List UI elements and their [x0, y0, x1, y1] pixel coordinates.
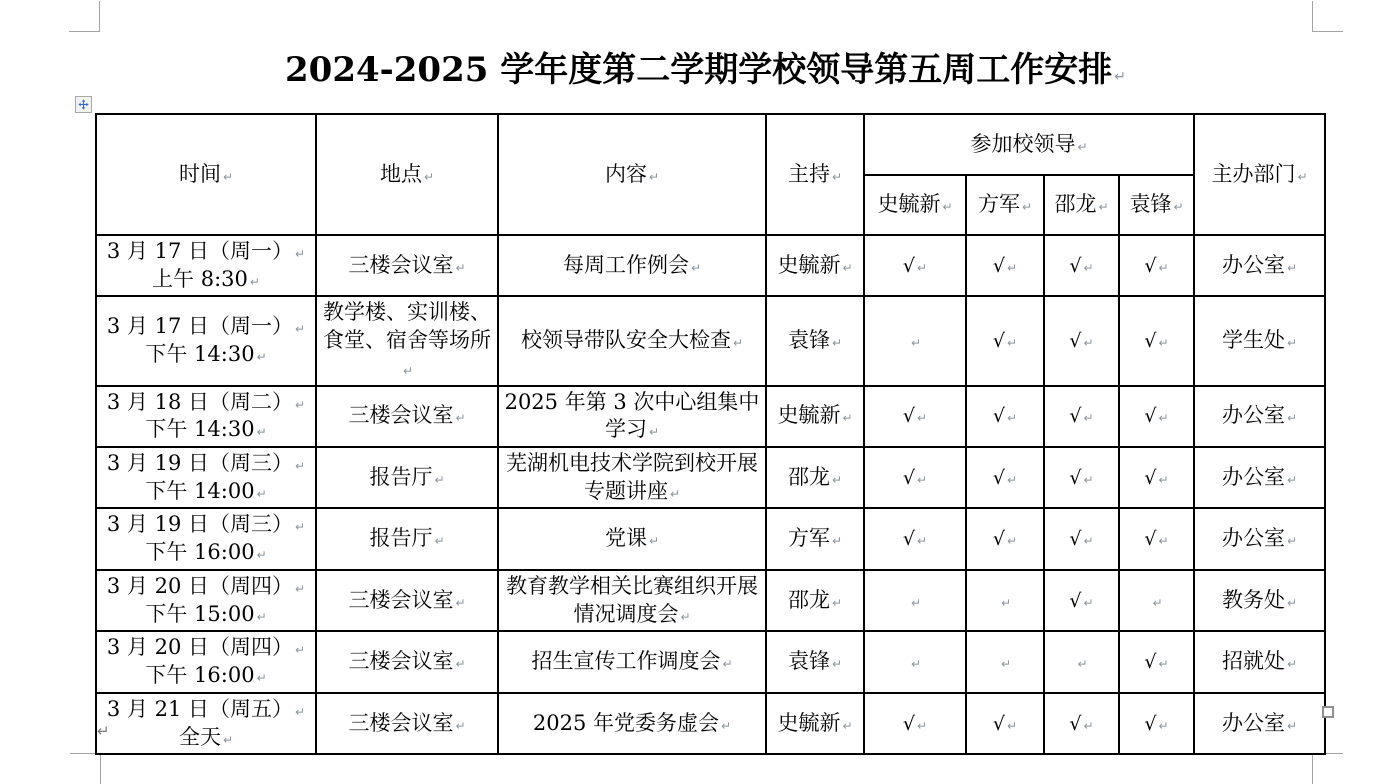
table-row [96, 296, 1325, 385]
header-content[interactable]: 内容 ↵ [498, 114, 766, 235]
header-leader-fangjun[interactable]: 方军 ↵ [966, 175, 1044, 235]
paragraph-mark: ↵ [1158, 657, 1169, 672]
check-mark: √ [1144, 528, 1157, 551]
department-cell[interactable]: 办公室 ↵ [1194, 693, 1325, 754]
margin-crop-mark-bottom-left [70, 753, 101, 784]
paragraph-mark: ↵ [831, 169, 843, 184]
paragraph-mark: ↵ [722, 657, 733, 672]
time-cell[interactable]: 3 月 21 日（周五） ↵ 全天 ↵ [96, 693, 316, 754]
time-cell[interactable]: 3 月 18 日（周二） ↵ 下午 14:30 ↵ [96, 386, 316, 447]
paragraph-mark: ↵ [690, 260, 702, 275]
paragraph-mark: ↵ [455, 260, 466, 275]
paragraph-mark: ↵ [1098, 200, 1109, 215]
time-cell[interactable]: 3 月 20 日（周四） ↵ 下午 15:00 ↵ [96, 570, 316, 631]
leader-check-cell[interactable] [966, 508, 1044, 569]
paragraph-mark: ↵ [1083, 336, 1094, 351]
department-cell[interactable]: 办公室 ↵ [1194, 447, 1325, 508]
paragraph-mark: ↵ [917, 411, 928, 426]
paragraph-mark: ↵ [295, 322, 306, 337]
table-row [96, 570, 1325, 631]
paragraph-mark: ↵ [434, 472, 445, 487]
move-arrows-icon [78, 99, 89, 110]
leader-check-cell[interactable] [1119, 631, 1194, 692]
time-cell[interactable]: 3 月 19 日（周三） ↵ 下午 14:00 ↵ [96, 447, 316, 508]
paragraph-mark: ↵ [648, 534, 660, 549]
check-mark: √ [1069, 528, 1082, 551]
paragraph-mark: ↵ [1286, 336, 1298, 351]
paragraph-mark: ↵ [256, 671, 267, 686]
content-cell[interactable]: 党课 ↵ [498, 508, 766, 569]
check-mark: √ [1144, 330, 1157, 353]
paragraph-mark: ↵ [423, 169, 435, 184]
host-cell[interactable]: 邵龙 ↵ [766, 447, 864, 508]
check-mark: √ [992, 466, 1006, 489]
check-mark: √ [992, 528, 1006, 551]
header-location[interactable]: 地点 ↵ [316, 114, 498, 235]
check-mark: √ [992, 254, 1006, 277]
paragraph-mark: ↵ [1083, 260, 1094, 275]
paragraph-mark: ↵ [1083, 472, 1094, 487]
paragraph-mark: ↵ [434, 534, 445, 549]
leader-check-cell[interactable] [864, 447, 966, 508]
check-mark: √ [902, 254, 916, 277]
paragraph-mark: ↵ [942, 200, 953, 215]
paragraph-mark: ↵ [1158, 260, 1169, 275]
document-title-text: 2024-2025 学年度第二学期学校领导第五周工作安排 [285, 50, 1113, 90]
paragraph-mark: ↵ [295, 581, 306, 596]
leader-check-cell[interactable] [1044, 447, 1119, 508]
leader-check-cell[interactable] [1119, 235, 1194, 296]
paragraph-mark: ↵ [455, 595, 466, 610]
content-cell[interactable]: 芜湖机电技术学院到校开展专题讲座 ↵ [498, 447, 766, 508]
time-cell[interactable]: 3 月 17 日（周一） ↵ 下午 14:30 ↵ [96, 296, 316, 385]
check-mark: √ [1144, 405, 1157, 428]
leader-check-cell[interactable] [864, 508, 966, 569]
header-leader-yuanfeng[interactable]: 袁锋 ↵ [1119, 175, 1194, 235]
leader-check-cell[interactable] [864, 570, 966, 631]
department-cell[interactable]: 办公室 ↵ [1194, 508, 1325, 569]
leader-check-cell[interactable] [1044, 693, 1119, 754]
header-host[interactable]: 主持 ↵ [766, 114, 864, 235]
paragraph-mark: ↵ [1007, 718, 1018, 733]
table-row [96, 631, 1325, 692]
location-cell[interactable]: 报告厅 ↵ [316, 508, 498, 569]
paragraph-mark: ↵ [648, 425, 660, 440]
paragraph-mark: ↵ [831, 657, 843, 672]
check-mark: √ [992, 330, 1006, 353]
paragraph-mark: ↵ [910, 657, 922, 672]
host-cell[interactable]: 袁锋 ↵ [766, 631, 864, 692]
paragraph-mark: ↵ [1286, 595, 1298, 610]
paragraph-mark: ↵ [1007, 411, 1018, 426]
host-cell[interactable]: 方军 ↵ [766, 508, 864, 569]
leader-check-cell[interactable] [1119, 386, 1194, 447]
host-cell[interactable]: 邵龙 ↵ [766, 570, 864, 631]
paragraph-mark: ↵ [842, 260, 853, 275]
paragraph-mark: ↵ [1286, 260, 1298, 275]
leader-check-cell[interactable] [864, 631, 966, 692]
department-cell[interactable]: 学生处 ↵ [1194, 296, 1325, 385]
host-cell[interactable]: 史毓新 ↵ [766, 235, 864, 296]
check-mark: √ [1069, 712, 1082, 735]
paragraph-mark: ↵ [831, 336, 843, 351]
paragraph-mark: ↵ [455, 657, 466, 672]
leader-check-cell[interactable] [864, 296, 966, 385]
paragraph-mark: ↵ [1077, 657, 1088, 672]
paragraph-mark: ↵ [831, 534, 843, 549]
paragraph-mark: ↵ [1114, 69, 1126, 85]
check-mark: √ [1069, 330, 1082, 353]
paragraph-mark: ↵ [1083, 718, 1094, 733]
leader-check-cell[interactable] [1044, 508, 1119, 569]
paragraph-mark: ↵ [1286, 657, 1298, 672]
leader-check-cell[interactable] [966, 631, 1044, 692]
paragraph-mark: ↵ [1083, 411, 1094, 426]
paragraph-mark: ↵ [1007, 534, 1018, 549]
leader-check-cell[interactable] [1119, 570, 1194, 631]
department-cell[interactable]: 招就处 ↵ [1194, 631, 1325, 692]
paragraph-mark: ↵ [1286, 411, 1298, 426]
check-mark: √ [902, 712, 916, 735]
leader-check-cell[interactable] [864, 386, 966, 447]
margin-crop-mark-top-right [1312, 1, 1343, 32]
leader-check-cell[interactable] [966, 386, 1044, 447]
leader-check-cell[interactable] [1044, 570, 1119, 631]
leader-check-cell[interactable] [1044, 386, 1119, 447]
paragraph-mark: ↵ [1083, 534, 1094, 549]
leader-check-cell[interactable] [966, 570, 1044, 631]
paragraph-mark: ↵ [295, 459, 306, 474]
content-cell[interactable]: 校领导带队安全大检查 ↵ [498, 296, 766, 385]
location-cell[interactable]: 三楼会议室 ↵ [316, 693, 498, 754]
paragraph-mark: ↵ [249, 274, 260, 289]
paragraph-mark: ↵ [917, 260, 928, 275]
check-mark: √ [1069, 254, 1082, 277]
content-cell[interactable]: 教育教学相关比赛组织开展情况调度会 ↵ [498, 570, 766, 631]
header-leader-shiyuxin[interactable]: 史毓新 ↵ [864, 175, 966, 235]
leader-check-cell[interactable] [1044, 296, 1119, 385]
paragraph-mark: ↵ [295, 397, 306, 412]
location-cell[interactable]: 三楼会议室 ↵ [316, 386, 498, 447]
paragraph-mark: ↵ [1173, 200, 1184, 215]
paragraph-mark: ↵ [222, 169, 234, 184]
paragraph-mark: ↵ [256, 350, 267, 365]
leader-check-cell[interactable] [1119, 693, 1194, 754]
paragraph-mark: ↵ [910, 336, 922, 351]
check-mark: √ [902, 405, 916, 428]
check-mark: √ [992, 405, 1006, 428]
paragraph-mark: ↵ [1286, 718, 1298, 733]
paragraph-mark: ↵ [256, 609, 267, 624]
host-cell[interactable]: 史毓新 ↵ [766, 386, 864, 447]
location-cell[interactable]: 三楼会议室 ↵ [316, 570, 498, 631]
paragraph-mark: ↵ [1158, 718, 1169, 733]
paragraph-mark: ↵ [295, 643, 306, 658]
paragraph-mark: ↵ [910, 595, 922, 610]
paragraph-mark: ↵ [917, 472, 928, 487]
paragraph-mark: ↵ [256, 425, 267, 440]
table-row [96, 508, 1325, 569]
paragraph-mark: ↵ [455, 718, 466, 733]
paragraph-mark: ↵ [1000, 657, 1012, 672]
paragraph-mark: ↵ [917, 718, 928, 733]
paragraph-mark: ↵ [1007, 472, 1018, 487]
paragraph-mark: ↵ [732, 336, 744, 351]
table-row [96, 386, 1325, 447]
paragraph-mark: ↵ [1286, 472, 1298, 487]
host-cell[interactable]: 袁锋 ↵ [766, 296, 864, 385]
paragraph-mark: ↵ [917, 534, 928, 549]
content-cell[interactable]: 招生宣传工作调度会 ↵ [498, 631, 766, 692]
paragraph-mark: ↵ [1007, 336, 1018, 351]
check-mark: √ [902, 528, 916, 551]
check-mark: √ [992, 712, 1006, 735]
leader-check-cell[interactable] [966, 235, 1044, 296]
leader-check-cell[interactable] [966, 693, 1044, 754]
check-mark: √ [1069, 466, 1082, 489]
leader-check-cell[interactable] [1119, 447, 1194, 508]
paragraph-mark: ↵ [842, 718, 853, 733]
location-cell[interactable]: 报告厅 ↵ [316, 447, 498, 508]
paragraph-mark: ↵ [256, 486, 267, 501]
paragraph-mark: ↵ [831, 595, 843, 610]
end-paragraph-mark: ↵ [97, 722, 110, 740]
time-cell[interactable]: 3 月 17 日（周一） ↵ 上午 8:30 ↵ [96, 235, 316, 296]
department-cell[interactable]: 办公室 ↵ [1194, 386, 1325, 447]
leader-check-cell[interactable] [864, 235, 966, 296]
table-row [96, 693, 1325, 754]
leader-check-cell[interactable] [1044, 631, 1119, 692]
paragraph-mark: ↵ [669, 486, 681, 501]
check-mark: √ [1144, 254, 1157, 277]
department-cell[interactable]: 办公室 ↵ [1194, 235, 1325, 296]
leader-check-cell[interactable] [966, 447, 1044, 508]
header-time[interactable]: 时间 ↵ [96, 114, 316, 235]
host-cell[interactable]: 史毓新 ↵ [766, 693, 864, 754]
table-move-handle[interactable] [75, 96, 92, 113]
check-mark: √ [902, 466, 916, 489]
paragraph-mark: ↵ [455, 411, 466, 426]
schedule-table [95, 113, 1326, 755]
leader-check-cell[interactable] [1119, 296, 1194, 385]
paragraph-mark: ↵ [1007, 260, 1018, 275]
leader-check-cell[interactable] [1119, 508, 1194, 569]
check-mark: √ [1144, 466, 1157, 489]
location-cell[interactable]: 教学楼、实训楼、食堂、宿舍等场所↵ [316, 296, 498, 385]
leader-check-cell[interactable] [966, 296, 1044, 385]
paragraph-mark: ↵ [831, 472, 843, 487]
paragraph-mark: ↵ [721, 718, 732, 733]
document-title[interactable] [99, 42, 1312, 91]
check-mark: √ [1069, 589, 1082, 612]
content-cell[interactable]: 2025 年第 3 次中心组集中学习 ↵ [498, 386, 766, 447]
department-cell[interactable]: 教务处 ↵ [1194, 570, 1325, 631]
table-row [96, 235, 1325, 296]
leader-check-cell[interactable] [1044, 235, 1119, 296]
paragraph-mark: ↵ [256, 548, 267, 563]
time-cell[interactable]: 3 月 19 日（周三） ↵ 下午 16:00 ↵ [96, 508, 316, 569]
paragraph-mark: ↵ [1297, 169, 1308, 184]
margin-crop-mark-top-left [69, 1, 100, 32]
check-mark: √ [1144, 712, 1157, 735]
paragraph-mark: ↵ [402, 363, 414, 378]
paragraph-mark: ↵ [1158, 534, 1169, 549]
paragraph-mark: ↵ [680, 609, 691, 624]
paragraph-mark: ↵ [1286, 534, 1298, 549]
time-cell[interactable]: 3 月 20 日（周四） ↵ 下午 16:00 ↵ [96, 631, 316, 692]
paragraph-mark: ↵ [648, 169, 660, 184]
margin-crop-mark-bottom-right [1312, 753, 1343, 784]
check-mark: √ [1144, 651, 1157, 674]
header-department[interactable]: 主办部门 ↵ [1194, 114, 1325, 235]
leader-check-cell[interactable] [864, 693, 966, 754]
header-row-1 [96, 114, 1325, 175]
paragraph-mark: ↵ [1158, 411, 1169, 426]
paragraph-mark: ↵ [1158, 336, 1169, 351]
paragraph-mark: ↵ [222, 732, 234, 747]
content-cell[interactable]: 2025 年党委务虚会 ↵ [498, 693, 766, 754]
table-row [96, 447, 1325, 508]
location-cell[interactable]: 三楼会议室 ↵ [316, 235, 498, 296]
paragraph-mark: ↵ [295, 704, 306, 719]
paragraph-mark: ↵ [1083, 595, 1094, 610]
paragraph-mark: ↵ [842, 411, 853, 426]
paragraph-mark: ↵ [1158, 472, 1169, 487]
header-leaders-group[interactable]: 参加校领导 ↵ [864, 114, 1194, 175]
paragraph-mark: ↵ [1000, 595, 1012, 610]
paragraph-mark: ↵ [1077, 139, 1088, 154]
location-cell[interactable]: 三楼会议室 ↵ [316, 631, 498, 692]
header-leader-shaolong[interactable]: 邵龙 ↵ [1044, 175, 1119, 235]
table-resize-handle[interactable] [1322, 706, 1334, 718]
paragraph-mark: ↵ [1152, 595, 1163, 610]
paragraph-mark: ↵ [1021, 200, 1033, 215]
check-mark: √ [1069, 405, 1082, 428]
paragraph-mark: ↵ [295, 520, 306, 535]
paragraph-mark: ↵ [295, 247, 306, 261]
content-cell[interactable]: 每周工作例会 ↵ [498, 235, 766, 296]
